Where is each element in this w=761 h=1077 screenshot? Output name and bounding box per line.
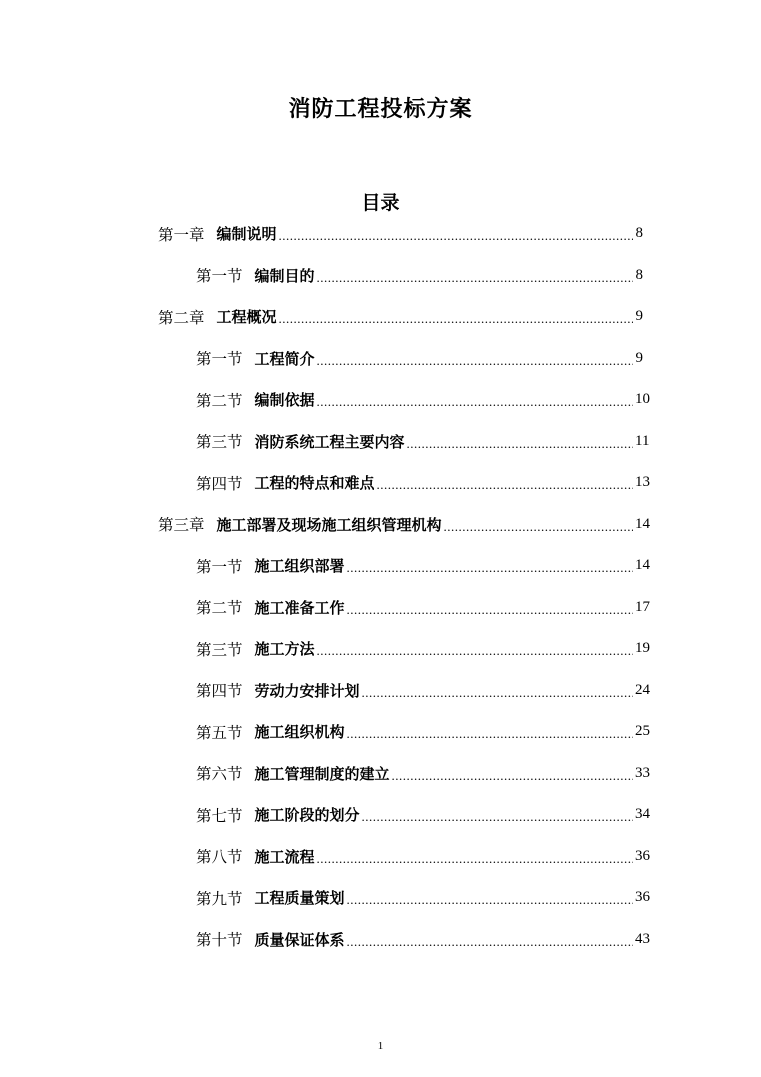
toc-dot-leader [279,306,633,327]
toc-entry-title: 施工方法 [254,640,315,659]
toc-dot-leader [279,223,633,244]
toc-entry-title: 编制目的 [254,266,315,285]
toc-section-entry[interactable] [158,877,650,919]
toc-entry-title: 质量保证体系 [254,930,345,949]
toc-entry-title: 工程简介 [254,349,315,368]
toc-entry-page: 36 [635,847,650,864]
toc-entry-page: 43 [635,930,650,947]
toc-entry-page: 24 [635,681,650,698]
toc-section-entry[interactable] [158,753,650,795]
toc-entry-number: 第五节 [196,723,243,742]
toc-entry-number: 第二章 [158,308,205,327]
toc-chapter-entry[interactable] [158,504,650,546]
toc-entry-number: 第一章 [158,225,205,244]
toc-entry-number: 第一节 [196,350,243,369]
toc-entry-page: 14 [635,515,650,532]
toc-entry-page: 9 [635,349,643,366]
toc-section-entry[interactable] [158,379,650,421]
toc-entry-page: 14 [635,557,650,574]
toc-chapter-entry[interactable] [158,296,643,338]
toc-entry-title: 编制说明 [216,225,277,244]
toc-dot-leader [362,804,633,825]
table-of-contents [158,213,650,960]
toc-entry-title: 施工阶段的划分 [254,806,360,825]
toc-dot-leader [317,265,633,286]
toc-entry-page: 13 [635,474,650,491]
toc-dot-leader [377,472,633,493]
toc-entry-number: 第九节 [196,889,243,908]
toc-entry-page: 19 [635,640,650,657]
toc-section-entry[interactable] [158,338,643,380]
toc-section-entry[interactable] [158,545,650,587]
toc-entry-title: 编制依据 [254,391,315,410]
toc-entry-title: 施工流程 [254,847,315,866]
toc-entry-number: 第七节 [196,806,243,825]
toc-entry-title: 工程质量策划 [254,889,345,908]
toc-entry-page: 17 [635,598,650,615]
toc-dot-leader [444,514,633,535]
toc-entry-title: 工程的特点和难点 [254,474,375,493]
toc-entry-number: 第六节 [196,765,243,784]
toc-entry-number: 第八节 [196,848,243,867]
toc-entry-number: 第一节 [196,267,243,286]
toc-dot-leader [347,597,633,618]
page-number: 1 [377,1040,384,1052]
toc-entry-number: 第二节 [196,391,243,410]
toc-entry-title: 工程概况 [216,308,277,327]
toc-section-entry[interactable] [158,462,650,504]
toc-dot-leader [317,389,633,410]
toc-dot-leader [317,846,633,867]
toc-section-entry[interactable] [158,794,650,836]
toc-section-entry[interactable] [158,628,650,670]
toc-dot-leader [347,887,633,908]
toc-entry-number: 第一节 [196,557,243,576]
toc-dot-leader [347,721,633,742]
toc-chapter-entry[interactable] [158,213,643,255]
toc-entry-number: 第二节 [196,599,243,618]
toc-entry-title: 消防系统工程主要内容 [254,432,405,451]
toc-entry-number: 第三节 [196,640,243,659]
toc-section-entry[interactable] [158,836,650,878]
toc-section-entry[interactable] [158,421,650,463]
toc-entry-page: 9 [635,308,643,325]
toc-entry-title: 施工准备工作 [254,598,345,617]
toc-entry-number: 第四节 [196,682,243,701]
toc-entry-title: 施工部署及现场施工组织管理机构 [216,515,442,534]
toc-entry-page: 33 [635,764,650,781]
toc-section-entry[interactable] [158,670,650,712]
toc-entry-page: 11 [635,432,650,449]
toc-entry-page: 8 [635,266,643,283]
toc-dot-leader [392,763,633,784]
toc-section-entry[interactable] [158,919,650,961]
document-title: 消防工程投标方案 [288,97,473,122]
toc-entry-title: 施工组织部署 [254,557,345,576]
toc-entry-number: 第十节 [196,931,243,950]
toc-section-entry[interactable] [158,711,650,753]
toc-heading: 目录 [361,192,400,214]
toc-dot-leader [317,638,633,659]
toc-dot-leader [317,348,633,369]
toc-entry-page: 25 [635,723,650,740]
toc-dot-leader [362,680,633,701]
toc-entry-title: 施工管理制度的建立 [254,764,390,783]
toc-section-entry[interactable] [158,587,650,629]
toc-entry-number: 第三章 [158,516,205,535]
toc-dot-leader [407,431,633,452]
toc-dot-leader [347,555,633,576]
toc-entry-number: 第四节 [196,474,243,493]
toc-entry-title: 劳动力安排计划 [254,681,360,700]
toc-entry-page: 10 [635,391,650,408]
toc-dot-leader [347,929,633,950]
toc-entry-page: 8 [635,225,643,242]
toc-entry-page: 34 [635,806,650,823]
toc-section-entry[interactable] [158,255,643,297]
toc-entry-title: 施工组织机构 [254,723,345,742]
toc-entry-page: 36 [635,889,650,906]
toc-entry-number: 第三节 [196,433,243,452]
